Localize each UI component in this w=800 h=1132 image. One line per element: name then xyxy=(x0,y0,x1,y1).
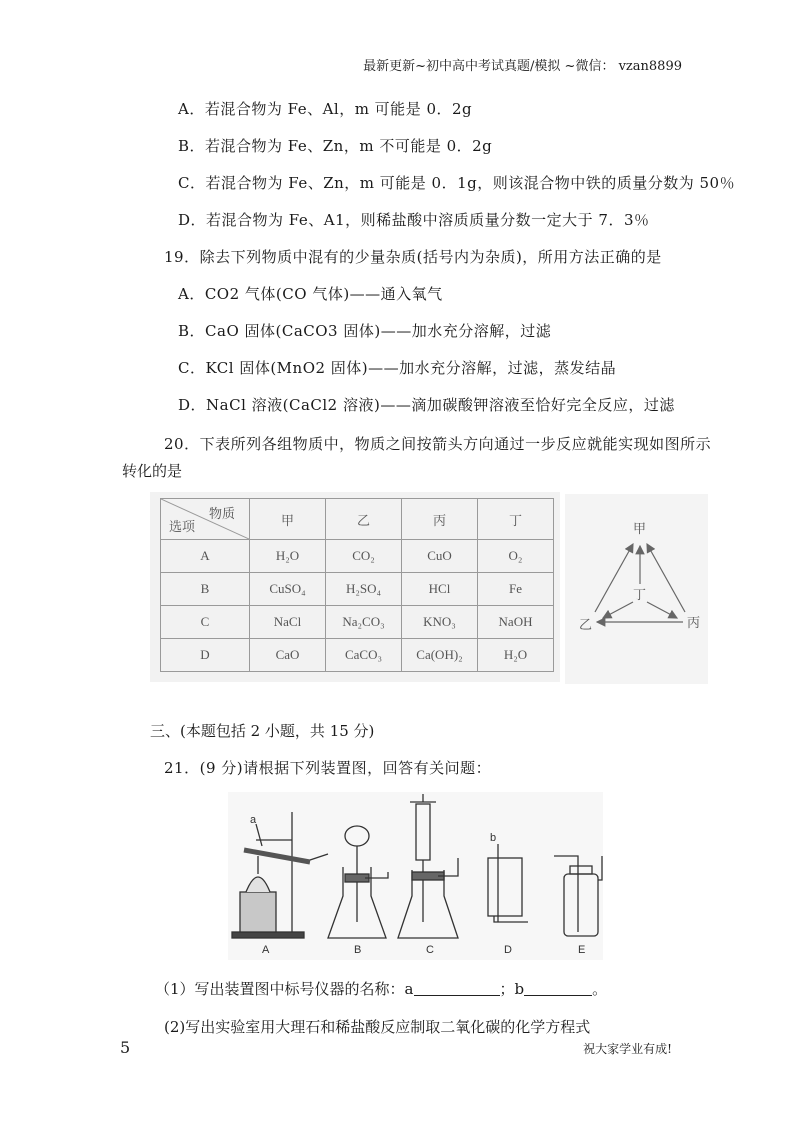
node-bing: 丙 xyxy=(687,616,701,631)
sub1-mid: ；b xyxy=(499,980,525,998)
table-cell: Fe xyxy=(478,573,554,606)
row-label: D xyxy=(161,639,250,672)
apparatus-label-d: D xyxy=(504,944,512,956)
page-header: 最新更新~初中高中考试真题/模拟 ~微信： vzan8899 xyxy=(363,59,682,74)
node-yi: 乙 xyxy=(579,618,593,633)
header-bing: 丙 xyxy=(402,499,478,540)
q18-option-a: A．若混合物为 Fe、Al，m 可能是 0．2g xyxy=(178,100,473,118)
blank-a[interactable] xyxy=(414,981,500,996)
q19-option-d: D．NaCl 溶液(CaCl2 溶液)——滴加碳酸钾溶液至恰好完全反应，过滤 xyxy=(178,396,675,414)
table-cell: H₂O xyxy=(478,639,554,672)
q18-option-c: C．若混合物为 Fe、Zn，m 可能是 0．1g，则该混合物中铁的质量分数为 50％ xyxy=(178,174,736,192)
sub1-end: 。 xyxy=(592,980,608,998)
table-cell: Ca(OH)₂ xyxy=(402,639,478,672)
table-row xyxy=(161,573,554,606)
q20-stem-line1: 20．下表所列各组物质中，物质之间按箭头方向通过一步反应就能实现如图所示 xyxy=(164,435,712,453)
table-cell: KNO₃ xyxy=(402,606,478,639)
q19-stem: 19．除去下列物质中混有的少量杂质(括号内为杂质)，所用方法正确的是 xyxy=(164,248,662,266)
table-cell: CaO xyxy=(250,639,326,672)
q18-option-b: B．若混合物为 Fe、Zn，m 不可能是 0．2g xyxy=(178,137,493,155)
row-label: B xyxy=(161,573,250,606)
q18-option-d: D．若混合物为 Fe、A1，则稀盐酸中溶质质量分数一定大于 7．3％ xyxy=(178,211,650,229)
q21-sub2: (2)写出实验室用大理石和稀盐酸反应制取二氧化碳的化学方程式 xyxy=(164,1018,591,1036)
q20-table-panel xyxy=(150,492,560,682)
q19-option-b: B．CaO 固体(CaCO3 固体)——加水充分溶解，过滤 xyxy=(178,322,552,340)
marker-b: b xyxy=(490,832,497,844)
table-cell: H₂O xyxy=(250,540,326,573)
node-jia: 甲 xyxy=(633,522,647,537)
q21-sub1 xyxy=(155,978,607,999)
corner-top-label: 物质 xyxy=(208,506,235,521)
row-label: A xyxy=(161,540,250,573)
node-ding: 丁 xyxy=(633,588,647,603)
table-cell: CuSO₄ xyxy=(250,573,326,606)
marker-a: a xyxy=(250,814,257,826)
table-cell: HCl xyxy=(402,573,478,606)
header-jia: 甲 xyxy=(250,499,326,540)
apparatus-label-b: B xyxy=(354,944,362,956)
apparatus-figure xyxy=(228,792,603,960)
q21-stem: 21．(9 分)请根据下列装置图，回答有关问题： xyxy=(164,759,492,777)
blank-b[interactable] xyxy=(524,981,592,996)
table-cell: O₂ xyxy=(478,540,554,573)
header-ding: 丁 xyxy=(478,499,554,540)
table-row xyxy=(161,540,554,573)
row-label: C xyxy=(161,606,250,639)
apparatus-label-a: A xyxy=(262,944,270,956)
sub1-prefix: （1）写出装置图中标号仪器的名称：a xyxy=(155,980,414,998)
footer-slogan: 祝大家学业有成! xyxy=(583,1042,672,1056)
apparatus-label-e: E xyxy=(578,944,586,956)
q19-option-a: A．CO2 气体(CO 气体)——通入氧气 xyxy=(178,285,443,303)
conversion-diagram xyxy=(565,494,708,684)
table-corner-cell xyxy=(161,499,250,540)
q20-table xyxy=(160,498,554,672)
table-row xyxy=(161,639,554,672)
table-row xyxy=(161,606,554,639)
apparatus-label-c: C xyxy=(426,944,434,956)
table-cell: NaOH xyxy=(478,606,554,639)
apparatus-drawing xyxy=(228,792,603,960)
table-cell: CO₂ xyxy=(326,540,402,573)
section-3-title: 三、(本题包括 2 小题，共 15 分) xyxy=(150,722,375,740)
corner-bottom-label: 选项 xyxy=(169,519,196,534)
table-cell: H₂SO₄ xyxy=(326,573,402,606)
table-cell: CaCO₃ xyxy=(326,639,402,672)
header-yi: 乙 xyxy=(326,499,402,540)
table-cell: CuO xyxy=(402,540,478,573)
page-number: 5 xyxy=(120,1038,131,1057)
q20-stem-line2: 转化的是 xyxy=(122,462,183,480)
table-cell: NaCl xyxy=(250,606,326,639)
q19-option-c: C．KCl 固体(MnO2 固体)——加水充分溶解，过滤，蒸发结晶 xyxy=(178,359,617,377)
table-cell: Na₂CO₃ xyxy=(326,606,402,639)
